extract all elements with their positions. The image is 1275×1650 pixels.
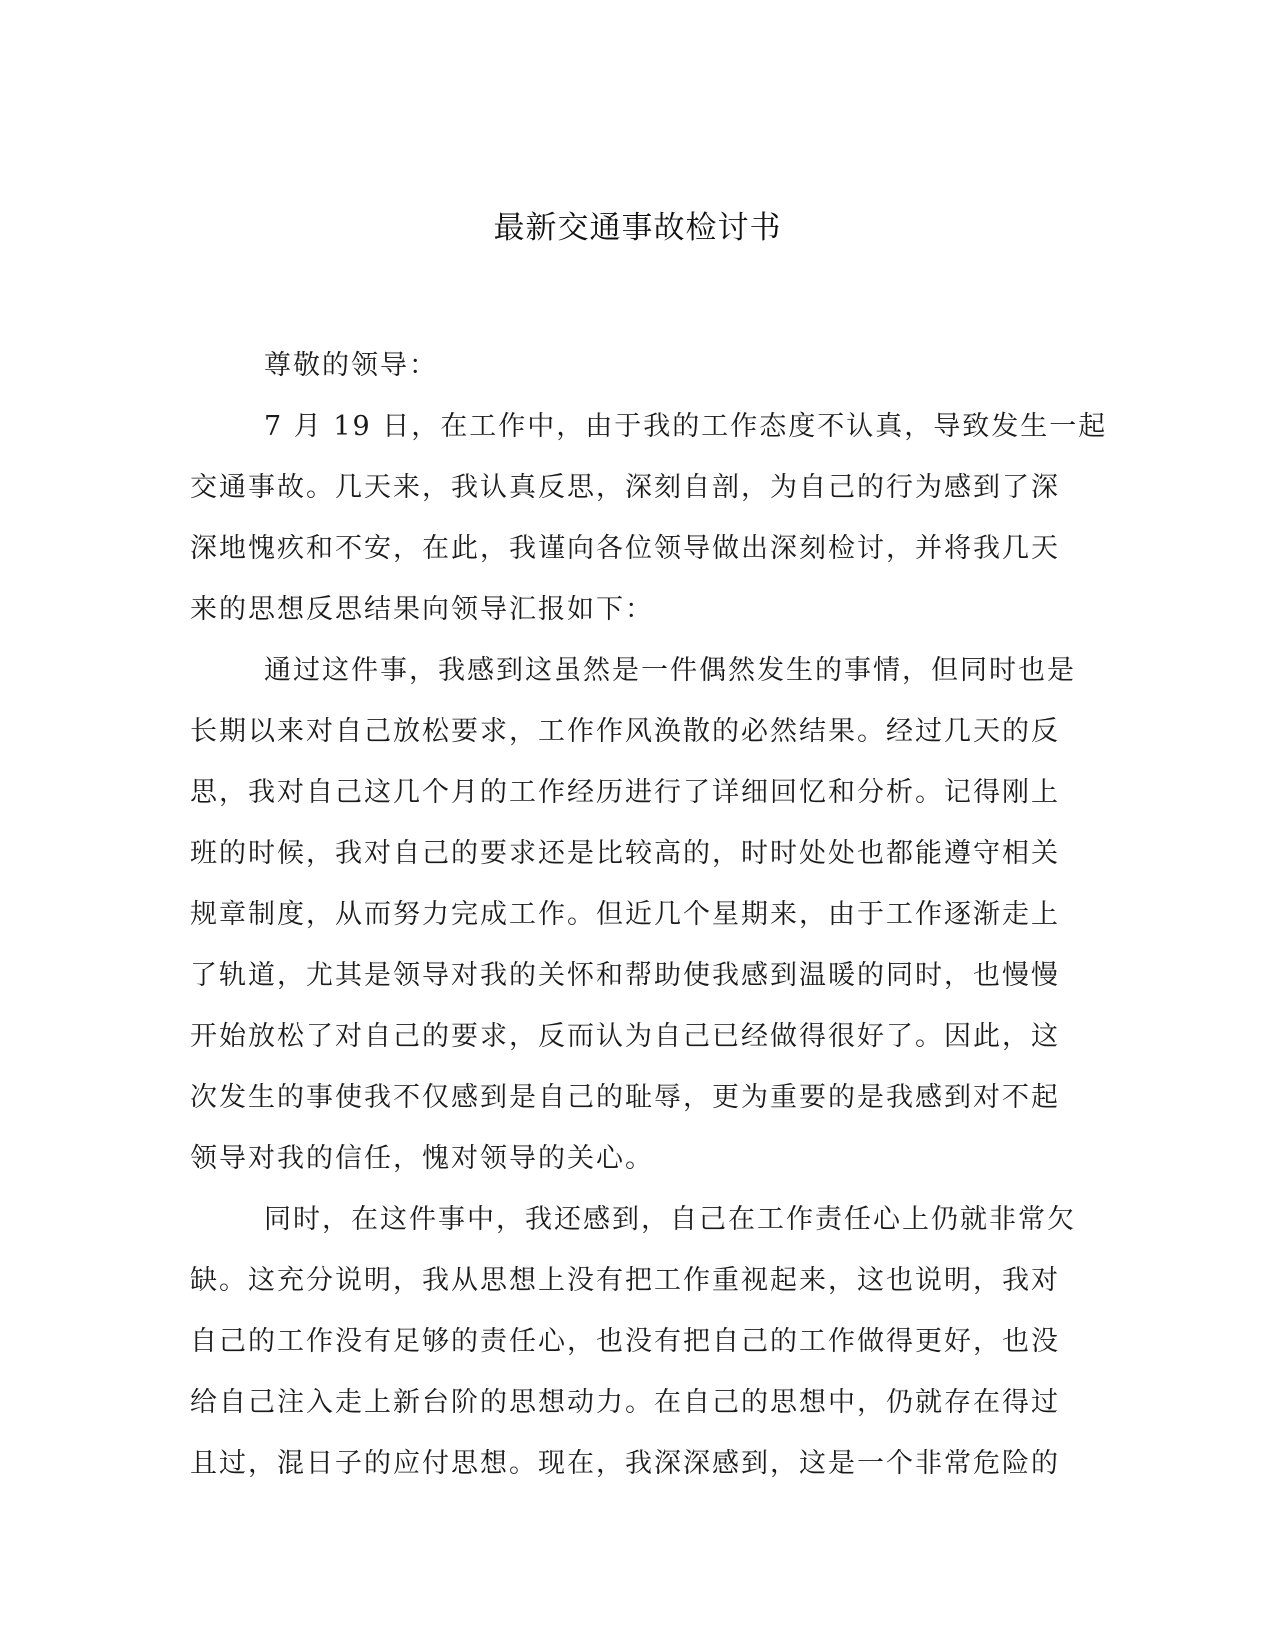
- paragraph-2-line-1: 通过这件事，我感到这虽然是一件偶然发生的事情，但同时也是: [264, 655, 1076, 686]
- paragraph-2-line-6: 了轨道，尤其是领导对我的关怀和帮助使我感到温暖的同时，也慢慢: [190, 960, 1060, 991]
- document-body: [190, 335, 1108, 1494]
- paragraph-2-line-7: 开始放松了对自己的要求，反而认为自己已经做得很好了。因此，这: [190, 1021, 1060, 1052]
- paragraph-1-line-2: 交通事故。几天来，我认真反思，深刻自剖，为自己的行为感到了深: [190, 472, 1060, 503]
- paragraph-1-line-3: 深地愧疚和不安，在此，我谨向各位领导做出深刻检讨，并将我几天: [190, 533, 1060, 564]
- paragraph-3-line-2: 缺。这充分说明，我从思想上没有把工作重视起来，这也说明，我对: [190, 1265, 1060, 1296]
- paragraph-2-line-3: 思，我对自己这几个月的工作经历进行了详细回忆和分析。记得刚上: [190, 777, 1060, 808]
- paragraph-1-line-1: 7 月 19 日，在工作中，由于我的工作态度不认真，导致发生一起: [264, 411, 1108, 442]
- paragraph-1-line-4: 来的思想反思结果向领导汇报如下：: [190, 594, 654, 625]
- paragraph-3-line-4: 给自己注入走上新台阶的思想动力。在自己的思想中，仍就存在得过: [190, 1387, 1060, 1418]
- paragraph-2-line-9: 领导对我的信任，愧对领导的关心。: [190, 1143, 654, 1174]
- paragraph-2-line-2: 长期以来对自己放松要求，工作作风涣散的必然结果。经过几天的反: [190, 716, 1060, 747]
- salutation-line: 尊敬的领导：: [264, 350, 438, 381]
- paragraph-2-line-5: 规章制度，从而努力完成工作。但近几个星期来，由于工作逐渐走上: [190, 899, 1060, 930]
- paragraph-2-line-4: 班的时候，我对自己的要求还是比较高的，时时处处也都能遵守相关: [190, 838, 1060, 869]
- paragraph-3-line-3: 自己的工作没有足够的责任心，也没有把自己的工作做得更好，也没: [190, 1326, 1060, 1357]
- paragraph-2-line-8: 次发生的事使我不仅感到是自己的耻辱，更为重要的是我感到对不起: [190, 1082, 1060, 1113]
- document-title: 最新交通事故检讨书: [493, 210, 782, 246]
- paragraph-3-line-5: 且过，混日子的应付思想。现在，我深深感到，这是一个非常危险的: [190, 1448, 1060, 1479]
- paragraph-3-line-1: 同时，在这件事中，我还感到，自己在工作责任心上仍就非常欠: [264, 1204, 1076, 1235]
